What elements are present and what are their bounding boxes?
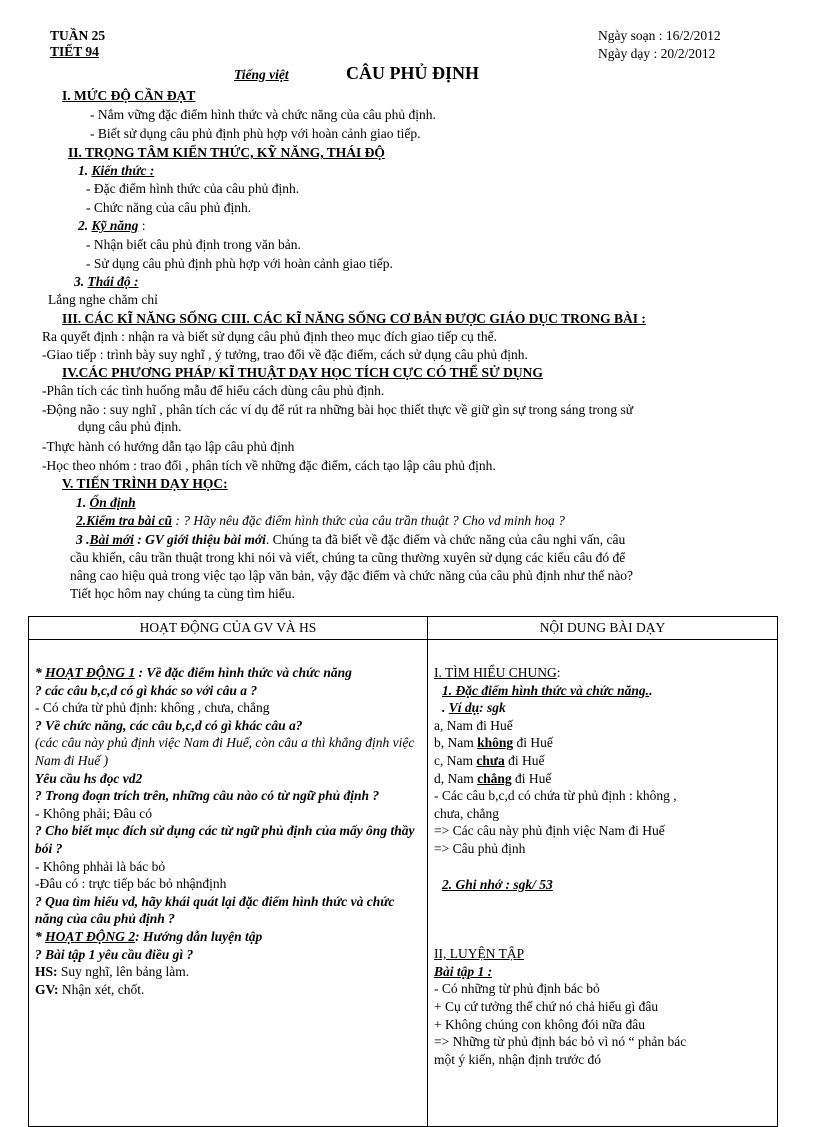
question: ? Qua tìm hiểu vd, hãy khái quát lại đặc điểm hình thức và chức năng của câu phủ định ? (35, 893, 395, 927)
step-3-text: nâng cao hiệu quả trong việc tạo lập văn bản, vậy đặc điểm và chức năng của câu phủ định như thế nào? (70, 568, 634, 583)
column-header-content: NỘI DUNG BÀI DẠY (428, 617, 778, 640)
knowledge-item: - Chức năng của câu phủ định. (86, 200, 252, 215)
step-3: 3 .Bài mới : GV giới thiệu bài mới. Chúng ta đã biết về đặc điểm và chức năng của câu nghi vấn, câu (76, 532, 626, 547)
skills-heading: 2. Kỹ năng : (78, 218, 146, 233)
sec4-item: -Phân tích các tình huống mẫu để hiểu cách dùng câu phủ định. (42, 383, 385, 398)
activity-1-heading: * HOẠT ĐỘNG 1 : Về đặc điểm hình thức và chức năng (35, 665, 352, 680)
request: Yêu cầu hs đọc vd2 (35, 770, 143, 786)
answer: - Có chứa từ phủ định: không , chưa, chẳng (35, 700, 270, 716)
question: ? các câu b,c,d có gì khác so với câu a ? (35, 682, 258, 698)
step-3-text: Tiết học hôm nay chúng ta cùng tìm hiểu. (70, 586, 295, 601)
skills-item: - Nhận biết câu phủ định trong văn bản. (86, 237, 301, 252)
note-line: chưa, chẳng (434, 805, 500, 821)
date-taught: Ngày dạy : 20/2/2012 (598, 46, 716, 61)
lesson-label: TIẾT 94 (50, 44, 99, 59)
activity-2-heading: * HOẠT ĐỘNG 2: Hướng dẫn luyện tập (35, 928, 263, 944)
answer: -Đâu có : trực tiếp bác bỏ nhậnđịnh (35, 876, 227, 892)
subject-label: Tiếng việt (234, 67, 289, 82)
attitude-text: Lắng nghe chăm chỉ (48, 292, 158, 307)
activities-cell (29, 640, 428, 1127)
exercise-1-label: Bài tập 1 : (434, 963, 493, 979)
section-4-heading: IV.CÁC PHƯƠNG PHÁP/ KĨ THUẬT DẠY HỌC TÍCH CỰC CÓ THỂ SỬ DỤNG (62, 365, 543, 380)
exercise-line: một ý kiến, nhận định trước đó (434, 1051, 602, 1067)
example-item: c, Nam chưa đi Huế (434, 752, 545, 768)
sec4-item: -Thực hành có hướng dẫn tạo lập câu phủ định (42, 439, 295, 454)
step-3-text: cầu khiến, câu trần thuật trong khi nói và viết, chúng ta cũng thường xuyên sử dụng các kiểu câu đó để (70, 550, 626, 565)
answer: (các câu này phủ định việc Nam đi Huế, còn câu a thì khẳng định việc Nam đi Huế ) (35, 735, 415, 768)
gv-line: GV: Nhận xét, chốt. (35, 981, 145, 997)
example-item: a, Nam đi Huế (434, 717, 513, 733)
note-line: - Các câu b,c,d có chứa từ phủ định : không , (434, 788, 677, 804)
content-section-2: II, LUYỆN TẬP (434, 946, 525, 962)
remember-note: 2. Ghi nhớ : sgk/ 53 (442, 876, 553, 892)
example-label: . Ví dụ: sgk (442, 700, 506, 716)
sec1-item: - Biết sử dụng câu phủ định phù hợp với hoàn cảnh giao tiếp. (90, 126, 421, 141)
content-section-1: I. TÌM HIỂU CHUNG: (434, 665, 561, 680)
sec3-item: Ra quyết định : nhận ra và biết sử dụng câu phủ định theo mục đích giao tiếp cụ thể. (42, 329, 497, 344)
answer: - Không phhải là bác bỏ (35, 858, 166, 874)
answer: - Không phải; Đâu có (35, 805, 152, 821)
sec1-item: - Nắm vững đặc điểm hình thức và chức năng của câu phủ định. (90, 107, 436, 122)
hs-line: HS: Suy nghĩ, lên bảng làm. (35, 964, 190, 980)
content-cell (428, 640, 778, 1127)
exercise-line: + Không chúng con không đói nữa đâu (434, 1016, 646, 1032)
exercise-line: => Những từ phủ định bác bỏ vì nó “ phản bác (434, 1034, 687, 1050)
step-2: 2.Kiểm tra bài cũ : ? Hãy nêu đặc điểm hình thức của câu trần thuật ? Cho vd minh hoạ ? (76, 513, 565, 528)
question: ? Về chức năng, các câu b,c,d có gì khác câu a? (35, 717, 303, 733)
knowledge-heading: 1. Kiến thức : (78, 163, 155, 178)
knowledge-item: - Đặc điểm hình thức của câu phủ định. (86, 181, 300, 196)
question: ? Bài tập 1 yêu cầu điều gì ? (35, 946, 194, 962)
exercise-line: + Cụ cứ tưởng thế chứ nó chả hiểu gì đâu (434, 998, 659, 1014)
note-line: => Câu phủ định (434, 840, 526, 856)
question: ? Cho biết mục đích sử dụng các từ ngữ phủ định của mấy ông thầy bói ? (35, 823, 415, 856)
skills-item: - Sử dụng câu phủ định phù hợp với hoàn cảnh giao tiếp. (86, 256, 393, 271)
example-item: b, Nam không đi Huế (434, 735, 553, 751)
note-line: => Các câu này phủ định việc Nam đi Huế (434, 823, 665, 839)
section-3-heading: III. CÁC KĨ NĂNG SỐNG CIII. CÁC KĨ NĂNG SỐNG CƠ BẢN ĐƯỢC GIÁO DỤC TRONG BÀI : (62, 311, 646, 326)
step-1: 1. Ổn định (76, 495, 136, 510)
sec3-item: -Giao tiếp : trình bày suy nghĩ , ý tưởng, trao đổi về đặc điểm, cách sử dụng câu phủ định. (42, 347, 528, 362)
exercise-line: - Có những từ phủ định bác bỏ (434, 981, 600, 997)
sec4-item: -Học theo nhóm : trao đổi , phân tích về những đặc điểm, cách tạo lập câu phủ định. (42, 458, 496, 473)
content-sub-1: 1. Đặc điểm hình thức và chức năng.. (442, 682, 653, 698)
section-5-heading: V. TIẾN TRÌNH DẠY HỌC: (62, 476, 228, 491)
lesson-table (28, 616, 778, 1127)
column-header-activities: HOẠT ĐỘNG CỦA GV VÀ HS (29, 617, 428, 640)
page-title: CÂU PHỦ ĐỊNH (346, 63, 479, 83)
attitude-heading: 3. Thái độ : (74, 274, 139, 289)
question: ? Trong đoạn trích trên, những câu nào có từ ngữ phủ định ? (35, 788, 380, 804)
section-1-heading: I. MỨC ĐỘ CẦN ĐẠT (62, 88, 196, 103)
week-label: TUẦN 25 (50, 28, 106, 43)
section-2-heading: II. TRỌNG TÂM KIẾN THỨC, KỸ NĂNG, THÁI ĐỘ (68, 145, 385, 160)
sec4-item: -Động não : suy nghĩ , phân tích các ví dụ để rút ra những bài học thiết thực về giữ gìn sự trong sáng trong sử (42, 402, 634, 417)
date-prepared: Ngày soạn : 16/2/2012 (598, 28, 721, 43)
example-item: d, Nam chẳng đi Huế (434, 770, 552, 786)
sec4-item-cont: dụng câu phủ định. (78, 419, 182, 434)
